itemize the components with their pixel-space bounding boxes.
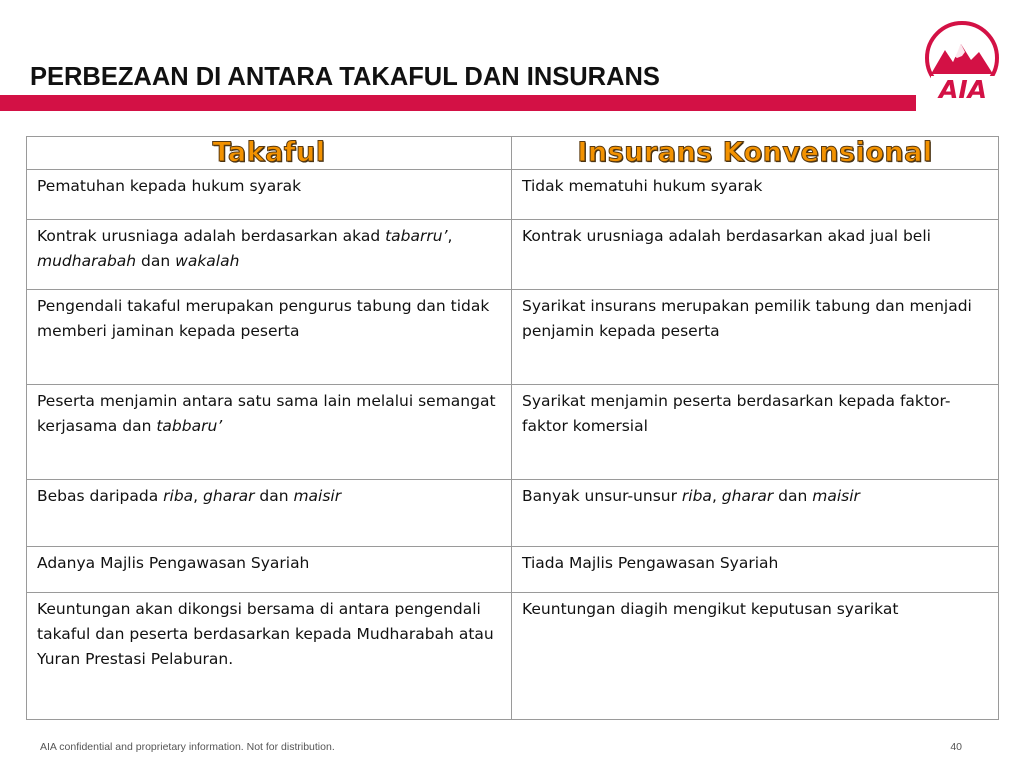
table-row [27,385,999,480]
header-insurans-konvensional: Insurans Konvensional [512,137,999,170]
cell-text: Pengendali takaful merupakan pengurus tabung dan tidak memberi jaminan kepada peserta [37,297,490,340]
table-row [27,170,999,220]
cell-text: Bebas daripada [37,487,164,505]
table-cell-konvensional [512,480,999,547]
table-row [27,593,999,720]
table-cell-takaful [27,480,512,547]
cell-text-italic: tabarru’ [385,227,448,245]
table-cell-takaful [27,170,512,220]
comparison-table [26,136,999,720]
cell-text: Banyak unsur-unsur [522,487,682,505]
cell-text: , [447,227,453,245]
cell-text-italic: maisir [812,487,860,505]
cell-text: Syarikat insurans merupakan pemilik tabung dan menjadi penjamin kepada peserta [522,297,972,340]
cell-text: Adanya Majlis Pengawasan Syariah [37,554,310,572]
table-cell-konvensional [512,547,999,593]
cell-text: dan [254,487,294,505]
cell-text: dan [773,487,813,505]
cell-text-italic: riba [163,487,194,505]
cell-text: , [193,487,204,505]
table-cell-konvensional [512,290,999,385]
table-cell-takaful [27,385,512,480]
cell-text: Keuntungan diagih mengikut keputusan syarikat [522,600,899,618]
cell-text: Kontrak urusniaga adalah berdasarkan akad jual beli [522,227,931,245]
table-cell-konvensional [512,170,999,220]
cell-text-italic: riba [681,487,712,505]
table-cell-konvensional [512,593,999,720]
table-row [27,480,999,547]
cell-text-italic: maisir [293,487,342,505]
table-cell-takaful [27,547,512,593]
cell-text: Kontrak urusniaga adalah berdasarkan akad [37,227,386,245]
cell-text: , [711,487,722,505]
table-cell-konvensional [512,385,999,480]
aia-logo [921,18,1001,108]
table-row [27,547,999,593]
cell-text-italic: gharar [721,487,774,505]
cell-text: Syarikat menjamin peserta berdasarkan kepada faktor-faktor komersial [522,392,951,435]
cell-text: Keuntungan akan dikongsi bersama di antara pengendali takaful dan peserta berdasarkan kepada Mudharabah atau Yuran Prestasi Pelaburan. [37,600,494,668]
cell-text-italic: tabbaru’ [156,417,223,435]
table-header-row [27,137,999,170]
slide-title: PERBEZAAN DI ANTARA TAKAFUL DAN INSURANS [30,63,660,91]
cell-text-italic: gharar [203,487,255,505]
confidentiality-note: AIA confidential and proprietary information. Not for distribution. [40,741,335,753]
page-number: 40 [950,741,962,753]
cell-text: dan [136,252,176,270]
table-row [27,220,999,290]
header-takaful: Takaful [27,137,512,170]
table-cell-takaful [27,593,512,720]
cell-text-italic: mudharabah [37,252,137,270]
table-cell-takaful [27,290,512,385]
table-row [27,290,999,385]
cell-text-italic: wakalah [175,252,240,270]
cell-text: Pematuhan kepada hukum syarak [37,177,302,195]
table-cell-konvensional [512,220,999,290]
cell-text: Peserta menjamin antara satu sama lain melalui semangat kerjasama dan [37,392,496,435]
cell-text: Tidak mematuhi hukum syarak [522,177,763,195]
cell-text: Tiada Majlis Pengawasan Syariah [522,554,779,572]
title-accent-bar [0,95,916,111]
table-cell-takaful [27,220,512,290]
aia-logo-text: AIA [939,75,987,104]
